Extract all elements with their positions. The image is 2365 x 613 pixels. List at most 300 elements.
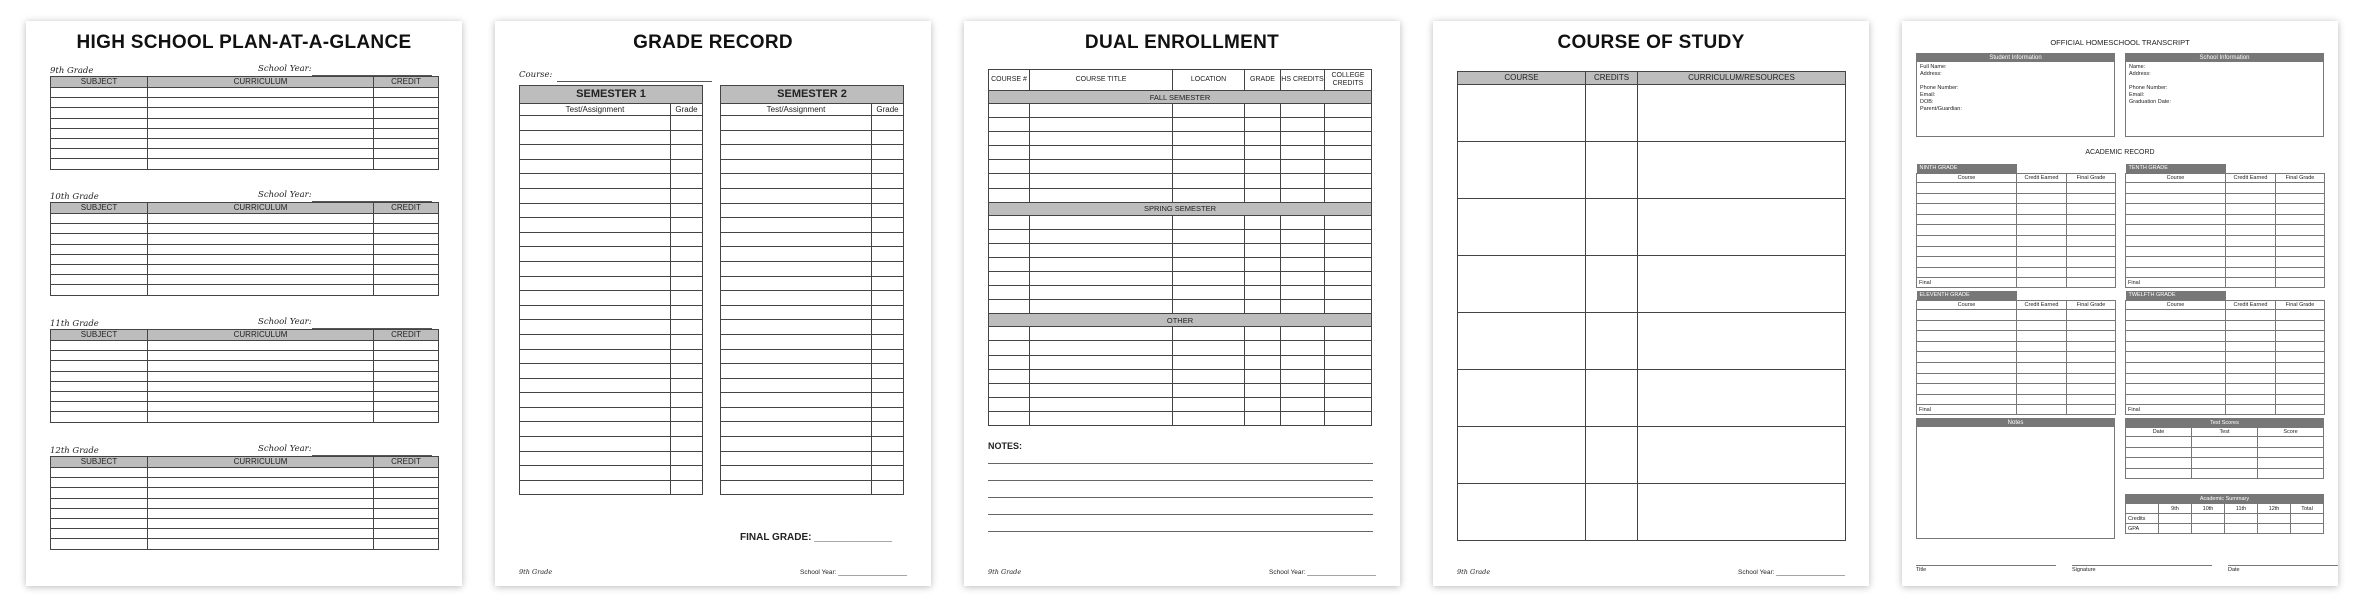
table-cell[interactable] xyxy=(1638,484,1846,541)
table-cell[interactable] xyxy=(1030,369,1173,383)
table-cell[interactable] xyxy=(2017,278,2067,288)
table-cell[interactable] xyxy=(520,276,671,291)
table-cell[interactable] xyxy=(671,378,703,393)
table-cell[interactable] xyxy=(520,480,671,495)
table-cell[interactable] xyxy=(520,232,671,247)
table-cell[interactable] xyxy=(2126,225,2226,236)
school-year-blank[interactable] xyxy=(312,68,432,76)
table-cell[interactable] xyxy=(2226,235,2276,246)
table-cell[interactable] xyxy=(1173,369,1245,383)
table-cell[interactable] xyxy=(721,188,872,203)
table-cell[interactable] xyxy=(1245,118,1281,132)
table-cell[interactable] xyxy=(2226,193,2276,204)
table-cell[interactable] xyxy=(148,244,374,254)
table-cell[interactable] xyxy=(2126,447,2192,458)
table-cell[interactable] xyxy=(148,478,374,488)
table-cell[interactable] xyxy=(721,466,872,481)
table-cell[interactable] xyxy=(671,305,703,320)
table-cell[interactable] xyxy=(721,334,872,349)
table-cell[interactable] xyxy=(671,203,703,218)
table-cell[interactable] xyxy=(1586,484,1638,541)
table-cell[interactable] xyxy=(1281,229,1325,243)
table-cell[interactable] xyxy=(1281,355,1325,369)
table-cell[interactable] xyxy=(2159,514,2192,524)
table-cell[interactable] xyxy=(989,355,1030,369)
table-cell[interactable] xyxy=(374,98,439,108)
table-cell[interactable] xyxy=(1245,300,1281,314)
table-cell[interactable] xyxy=(2126,458,2192,469)
table-cell[interactable] xyxy=(148,468,374,478)
table-cell[interactable] xyxy=(51,391,148,401)
table-cell[interactable] xyxy=(2226,373,2276,384)
table-cell[interactable] xyxy=(1325,300,1372,314)
table-cell[interactable] xyxy=(1030,243,1173,257)
table-cell[interactable] xyxy=(721,145,872,160)
table-cell[interactable] xyxy=(1458,313,1586,370)
table-cell[interactable] xyxy=(51,234,148,244)
table-cell[interactable] xyxy=(872,334,904,349)
table-cell[interactable] xyxy=(2126,384,2226,395)
table-cell[interactable] xyxy=(1173,272,1245,286)
table-cell[interactable] xyxy=(2017,193,2067,204)
table-cell[interactable] xyxy=(2226,320,2276,331)
table-cell[interactable] xyxy=(1173,341,1245,355)
table-cell[interactable] xyxy=(148,224,374,234)
table-cell[interactable] xyxy=(2017,246,2067,257)
table-cell[interactable] xyxy=(1638,142,1846,199)
table-cell[interactable] xyxy=(1173,104,1245,118)
table-cell[interactable] xyxy=(2276,193,2325,204)
table-cell[interactable] xyxy=(2226,352,2276,363)
table-cell[interactable] xyxy=(671,451,703,466)
table-cell[interactable] xyxy=(2276,394,2325,405)
table-cell[interactable] xyxy=(1281,160,1325,174)
table-cell[interactable] xyxy=(1458,256,1586,313)
table-cell[interactable] xyxy=(1281,397,1325,411)
table-cell[interactable] xyxy=(1917,384,2017,395)
table-cell[interactable] xyxy=(2126,193,2226,204)
table-cell[interactable] xyxy=(1281,104,1325,118)
table-cell[interactable] xyxy=(2067,394,2116,405)
table-cell[interactable] xyxy=(1173,132,1245,146)
table-cell[interactable] xyxy=(374,468,439,478)
table-cell[interactable] xyxy=(721,174,872,189)
table-cell[interactable] xyxy=(2017,204,2067,215)
table-cell[interactable] xyxy=(1458,142,1586,199)
table-cell[interactable] xyxy=(2192,437,2258,448)
note-line[interactable] xyxy=(988,497,1373,498)
table-cell[interactable] xyxy=(671,116,703,131)
table-cell[interactable] xyxy=(721,451,872,466)
table-cell[interactable] xyxy=(51,468,148,478)
table-cell[interactable] xyxy=(671,437,703,452)
table-cell[interactable] xyxy=(2276,384,2325,395)
table-cell[interactable] xyxy=(1638,313,1846,370)
table-cell[interactable] xyxy=(1030,355,1173,369)
table-cell[interactable] xyxy=(2126,352,2226,363)
table-cell[interactable] xyxy=(2226,267,2276,278)
table-cell[interactable] xyxy=(148,138,374,148)
table-cell[interactable] xyxy=(671,320,703,335)
table-cell[interactable] xyxy=(2258,468,2324,479)
table-cell[interactable] xyxy=(2017,267,2067,278)
table-cell[interactable] xyxy=(721,407,872,422)
table-cell[interactable] xyxy=(1917,320,2017,331)
table-cell[interactable] xyxy=(1030,327,1173,341)
table-cell[interactable] xyxy=(2276,257,2325,268)
table-cell[interactable] xyxy=(1325,215,1372,229)
table-cell[interactable] xyxy=(1030,188,1173,202)
table-cell[interactable] xyxy=(872,116,904,131)
table-cell[interactable] xyxy=(671,130,703,145)
table-cell[interactable] xyxy=(989,411,1030,425)
table-cell[interactable] xyxy=(1281,300,1325,314)
table-cell[interactable] xyxy=(51,402,148,412)
table-cell[interactable] xyxy=(1281,286,1325,300)
table-cell[interactable] xyxy=(872,466,904,481)
table-cell[interactable] xyxy=(1638,256,1846,313)
table-cell[interactable] xyxy=(1917,310,2017,321)
table-cell[interactable] xyxy=(2017,405,2067,415)
table-cell[interactable] xyxy=(872,291,904,306)
table-cell[interactable] xyxy=(51,488,148,498)
table-cell[interactable] xyxy=(2067,193,2116,204)
table-cell[interactable] xyxy=(1245,132,1281,146)
table-cell[interactable] xyxy=(51,371,148,381)
table-cell[interactable] xyxy=(721,261,872,276)
table-cell[interactable] xyxy=(374,118,439,128)
table-cell[interactable] xyxy=(520,247,671,262)
table-cell[interactable] xyxy=(2192,468,2258,479)
table-cell[interactable] xyxy=(374,275,439,285)
table-cell[interactable] xyxy=(1325,174,1372,188)
table-cell[interactable] xyxy=(1030,160,1173,174)
table-cell[interactable] xyxy=(1586,370,1638,427)
table-cell[interactable] xyxy=(2017,362,2067,373)
table-cell[interactable] xyxy=(148,108,374,118)
table-cell[interactable] xyxy=(148,361,374,371)
table-cell[interactable] xyxy=(1173,327,1245,341)
table-cell[interactable] xyxy=(1030,286,1173,300)
table-cell[interactable] xyxy=(872,276,904,291)
table-cell[interactable] xyxy=(2276,352,2325,363)
table-cell[interactable] xyxy=(374,214,439,224)
table-cell[interactable] xyxy=(2258,447,2324,458)
table-cell[interactable] xyxy=(51,498,148,508)
table-cell[interactable] xyxy=(374,529,439,539)
table-cell[interactable] xyxy=(1173,174,1245,188)
table-cell[interactable] xyxy=(1030,257,1173,271)
table-cell[interactable] xyxy=(721,422,872,437)
table-cell[interactable] xyxy=(1281,341,1325,355)
table-cell[interactable] xyxy=(374,412,439,422)
table-cell[interactable] xyxy=(721,232,872,247)
table-cell[interactable] xyxy=(671,364,703,379)
table-cell[interactable] xyxy=(1325,118,1372,132)
table-cell[interactable] xyxy=(1458,484,1586,541)
table-cell[interactable] xyxy=(671,159,703,174)
table-cell[interactable] xyxy=(2067,183,2116,194)
table-cell[interactable] xyxy=(2017,225,2067,236)
table-cell[interactable] xyxy=(671,349,703,364)
table-cell[interactable] xyxy=(1245,160,1281,174)
table-cell[interactable] xyxy=(1586,199,1638,256)
table-cell[interactable] xyxy=(1245,174,1281,188)
table-cell[interactable] xyxy=(51,138,148,148)
table-cell[interactable] xyxy=(520,378,671,393)
signature-field[interactable] xyxy=(2228,565,2338,574)
table-cell[interactable] xyxy=(2067,204,2116,215)
table-cell[interactable] xyxy=(1281,174,1325,188)
table-cell[interactable] xyxy=(872,305,904,320)
school-year-blank[interactable] xyxy=(312,448,432,456)
table-cell[interactable] xyxy=(374,234,439,244)
table-cell[interactable] xyxy=(2226,310,2276,321)
table-cell[interactable] xyxy=(1173,118,1245,132)
table-cell[interactable] xyxy=(2126,373,2226,384)
table-cell[interactable] xyxy=(872,130,904,145)
table-cell[interactable] xyxy=(2126,468,2192,479)
table-cell[interactable] xyxy=(872,159,904,174)
table-cell[interactable] xyxy=(520,291,671,306)
table-cell[interactable] xyxy=(148,149,374,159)
table-cell[interactable] xyxy=(51,361,148,371)
table-cell[interactable] xyxy=(520,188,671,203)
table-cell[interactable] xyxy=(2276,183,2325,194)
table-cell[interactable] xyxy=(872,349,904,364)
table-cell[interactable] xyxy=(2276,214,2325,225)
table-cell[interactable] xyxy=(148,498,374,508)
table-cell[interactable] xyxy=(2126,183,2226,194)
table-cell[interactable] xyxy=(671,247,703,262)
table-cell[interactable] xyxy=(520,364,671,379)
table-cell[interactable] xyxy=(374,371,439,381)
table-cell[interactable] xyxy=(1245,243,1281,257)
table-cell[interactable] xyxy=(2126,437,2192,448)
table-cell[interactable] xyxy=(2226,384,2276,395)
table-cell[interactable] xyxy=(520,305,671,320)
table-cell[interactable] xyxy=(2017,341,2067,352)
table-cell[interactable] xyxy=(2276,246,2325,257)
table-cell[interactable] xyxy=(872,393,904,408)
table-cell[interactable] xyxy=(1245,272,1281,286)
table-cell[interactable] xyxy=(2226,394,2276,405)
table-cell[interactable] xyxy=(721,480,872,495)
table-cell[interactable] xyxy=(148,529,374,539)
table-cell[interactable] xyxy=(520,159,671,174)
table-cell[interactable] xyxy=(148,539,374,549)
table-cell[interactable] xyxy=(1458,85,1586,142)
table-cell[interactable] xyxy=(51,508,148,518)
table-cell[interactable] xyxy=(989,118,1030,132)
table-cell[interactable] xyxy=(872,364,904,379)
table-cell[interactable] xyxy=(1245,341,1281,355)
table-cell[interactable] xyxy=(1586,313,1638,370)
table-cell[interactable] xyxy=(1917,225,2017,236)
table-cell[interactable] xyxy=(2276,405,2325,415)
table-cell[interactable] xyxy=(2276,278,2325,288)
table-cell[interactable] xyxy=(671,393,703,408)
table-cell[interactable] xyxy=(2226,278,2276,288)
table-cell[interactable] xyxy=(2017,214,2067,225)
table-cell[interactable] xyxy=(148,371,374,381)
table-cell[interactable] xyxy=(374,88,439,98)
table-cell[interactable] xyxy=(721,320,872,335)
table-cell[interactable] xyxy=(1917,246,2017,257)
table-cell[interactable] xyxy=(2226,405,2276,415)
table-cell[interactable] xyxy=(989,397,1030,411)
table-cell[interactable] xyxy=(721,203,872,218)
table-cell[interactable] xyxy=(1245,369,1281,383)
table-cell[interactable] xyxy=(2226,246,2276,257)
table-cell[interactable] xyxy=(1325,104,1372,118)
table-cell[interactable] xyxy=(671,261,703,276)
table-cell[interactable] xyxy=(148,159,374,169)
table-cell[interactable] xyxy=(989,272,1030,286)
table-cell[interactable] xyxy=(989,215,1030,229)
table-cell[interactable] xyxy=(148,234,374,244)
table-cell[interactable] xyxy=(1325,257,1372,271)
table-cell[interactable] xyxy=(148,391,374,401)
table-cell[interactable] xyxy=(1030,104,1173,118)
signature-field[interactable] xyxy=(2072,565,2212,574)
table-cell[interactable] xyxy=(51,518,148,528)
table-cell[interactable] xyxy=(1325,272,1372,286)
table-cell[interactable] xyxy=(872,437,904,452)
signature-field[interactable] xyxy=(1916,565,2056,574)
table-cell[interactable] xyxy=(520,218,671,233)
table-cell[interactable] xyxy=(2276,320,2325,331)
table-cell[interactable] xyxy=(1325,160,1372,174)
table-cell[interactable] xyxy=(872,218,904,233)
table-cell[interactable] xyxy=(1325,286,1372,300)
table-cell[interactable] xyxy=(721,393,872,408)
table-cell[interactable] xyxy=(989,369,1030,383)
table-cell[interactable] xyxy=(1281,215,1325,229)
table-cell[interactable] xyxy=(148,412,374,422)
table-cell[interactable] xyxy=(1325,188,1372,202)
table-cell[interactable] xyxy=(374,108,439,118)
table-cell[interactable] xyxy=(2192,524,2225,534)
table-cell[interactable] xyxy=(721,130,872,145)
table-cell[interactable] xyxy=(1917,257,2017,268)
table-cell[interactable] xyxy=(51,264,148,274)
table-cell[interactable] xyxy=(374,159,439,169)
table-cell[interactable] xyxy=(148,518,374,528)
table-cell[interactable] xyxy=(1173,397,1245,411)
table-cell[interactable] xyxy=(2017,331,2067,342)
table-cell[interactable] xyxy=(872,203,904,218)
table-cell[interactable] xyxy=(872,480,904,495)
table-cell[interactable] xyxy=(1325,229,1372,243)
table-cell[interactable] xyxy=(374,128,439,138)
table-cell[interactable] xyxy=(520,407,671,422)
table-cell[interactable] xyxy=(989,257,1030,271)
table-cell[interactable] xyxy=(1638,85,1846,142)
table-cell[interactable] xyxy=(1586,256,1638,313)
table-cell[interactable] xyxy=(2017,384,2067,395)
table-cell[interactable] xyxy=(2126,214,2226,225)
table-cell[interactable] xyxy=(374,518,439,528)
table-cell[interactable] xyxy=(671,480,703,495)
table-cell[interactable] xyxy=(721,247,872,262)
table-cell[interactable] xyxy=(1325,383,1372,397)
table-cell[interactable] xyxy=(1325,369,1372,383)
table-cell[interactable] xyxy=(2017,183,2067,194)
table-cell[interactable] xyxy=(989,104,1030,118)
table-cell[interactable] xyxy=(1586,142,1638,199)
table-cell[interactable] xyxy=(2017,394,2067,405)
table-cell[interactable] xyxy=(2225,514,2258,524)
table-cell[interactable] xyxy=(2017,373,2067,384)
table-cell[interactable] xyxy=(51,341,148,351)
table-cell[interactable] xyxy=(374,478,439,488)
table-cell[interactable] xyxy=(2258,524,2291,534)
table-cell[interactable] xyxy=(2258,437,2324,448)
table-cell[interactable] xyxy=(2258,514,2291,524)
table-cell[interactable] xyxy=(989,188,1030,202)
table-cell[interactable] xyxy=(520,349,671,364)
table-cell[interactable] xyxy=(2126,362,2226,373)
table-cell[interactable] xyxy=(721,276,872,291)
table-cell[interactable] xyxy=(2067,310,2116,321)
table-cell[interactable] xyxy=(2192,447,2258,458)
table-cell[interactable] xyxy=(51,214,148,224)
table-cell[interactable] xyxy=(1030,300,1173,314)
table-cell[interactable] xyxy=(374,264,439,274)
table-cell[interactable] xyxy=(2226,362,2276,373)
table-cell[interactable] xyxy=(872,188,904,203)
table-cell[interactable] xyxy=(1325,397,1372,411)
table-cell[interactable] xyxy=(51,381,148,391)
table-cell[interactable] xyxy=(2159,524,2192,534)
table-cell[interactable] xyxy=(1917,394,2017,405)
table-cell[interactable] xyxy=(374,149,439,159)
table-cell[interactable] xyxy=(148,214,374,224)
table-cell[interactable] xyxy=(1458,370,1586,427)
note-line[interactable] xyxy=(988,463,1373,464)
table-cell[interactable] xyxy=(1281,327,1325,341)
table-cell[interactable] xyxy=(51,275,148,285)
table-cell[interactable] xyxy=(1458,427,1586,484)
table-cell[interactable] xyxy=(2126,394,2226,405)
table-cell[interactable] xyxy=(671,145,703,160)
table-cell[interactable] xyxy=(2276,204,2325,215)
table-cell[interactable] xyxy=(1173,383,1245,397)
table-cell[interactable] xyxy=(51,244,148,254)
table-cell[interactable] xyxy=(2126,204,2226,215)
table-cell[interactable] xyxy=(2276,235,2325,246)
table-cell[interactable] xyxy=(374,539,439,549)
course-blank[interactable] xyxy=(557,73,712,82)
table-cell[interactable] xyxy=(671,407,703,422)
table-cell[interactable] xyxy=(671,291,703,306)
table-cell[interactable] xyxy=(51,254,148,264)
table-cell[interactable] xyxy=(2276,225,2325,236)
table-cell[interactable] xyxy=(1325,341,1372,355)
table-cell[interactable] xyxy=(1030,229,1173,243)
table-cell[interactable] xyxy=(1325,355,1372,369)
table-cell[interactable] xyxy=(2126,320,2226,331)
table-cell[interactable] xyxy=(374,224,439,234)
table-cell[interactable] xyxy=(2226,257,2276,268)
table-cell[interactable] xyxy=(1917,214,2017,225)
table-cell[interactable] xyxy=(2276,362,2325,373)
table-cell[interactable] xyxy=(671,232,703,247)
table-cell[interactable] xyxy=(989,132,1030,146)
table-cell[interactable] xyxy=(520,466,671,481)
table-cell[interactable] xyxy=(2067,246,2116,257)
